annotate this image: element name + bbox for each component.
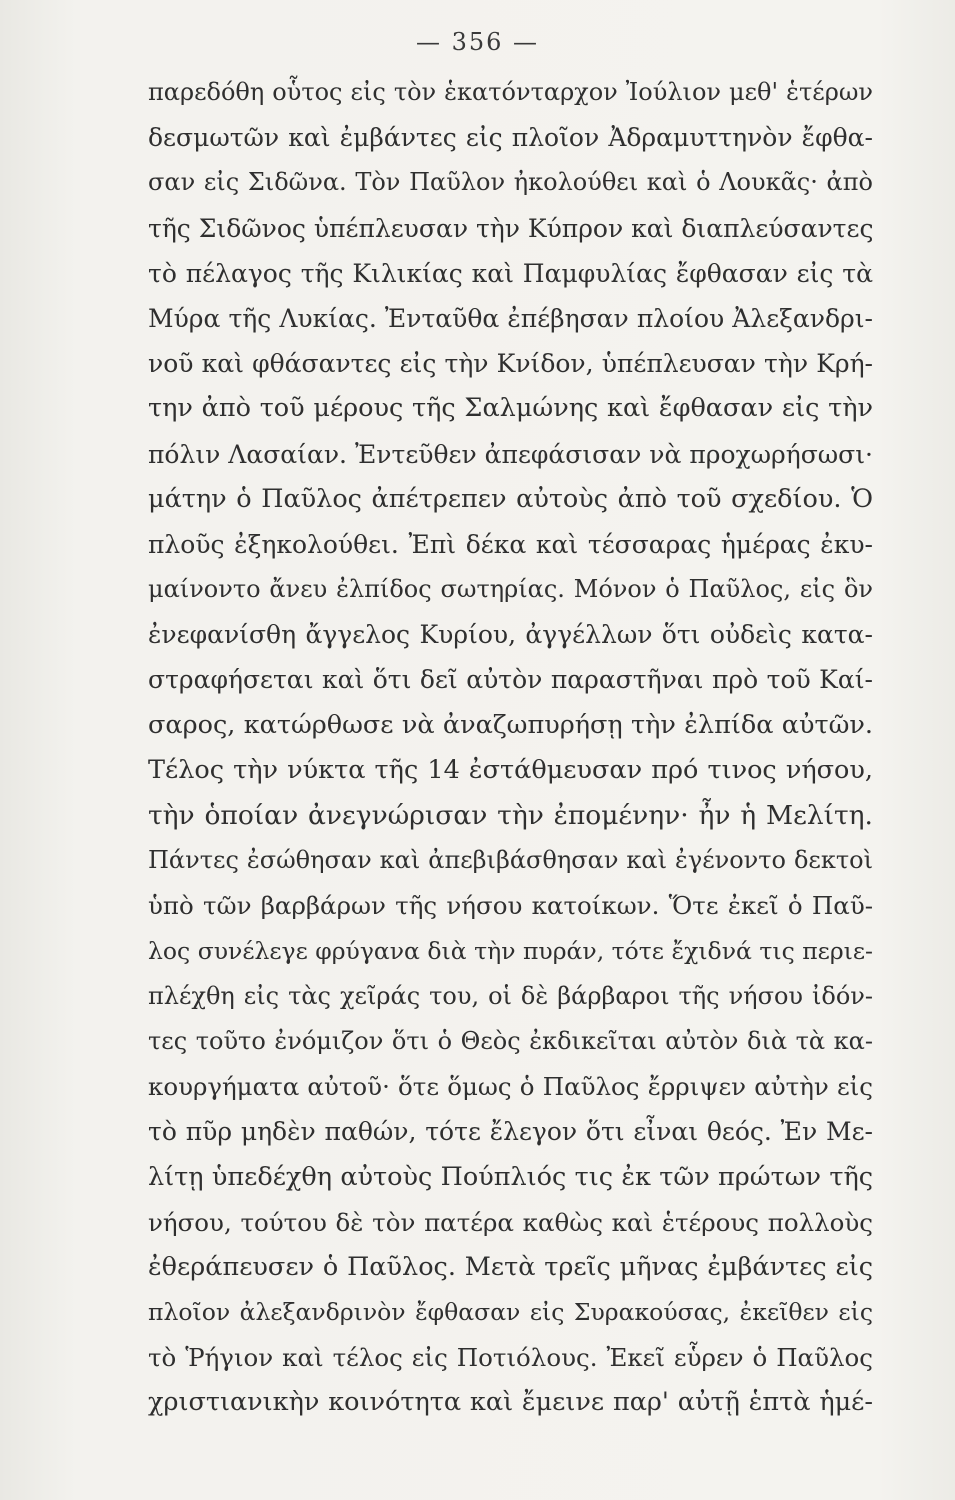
text-line: τὸ πῦρ μηδὲν παθών, τότε ἔλεγον ὅτι εἶναι θεός. Ἐν Με- <box>148 1117 873 1147</box>
text-line: τὴν ὁποίαν ἀνεγνώρισαν τὴν ἐπομένην· ἦν ἡ Μελίτη. <box>148 800 873 831</box>
text-line: σαν εἰς Σιδῶνα. Τὸν Παῦλον ἠκολούθει καὶ ὁ Λουκᾶς· ἀπὸ <box>148 168 873 197</box>
text-line: την ἀπὸ τοῦ μέρους τῆς Σαλμώνης καὶ ἔφθασαν εἰς τὴν <box>148 393 873 424</box>
text-line: τῆς Σιδῶνος ὑπέπλευσαν τὴν Κύπρον καὶ διαπλεύσαντες <box>148 213 874 243</box>
text-line: δεσμωτῶν καὶ ἐμβάντες εἰς πλοῖον Ἀδραμυττηνὸν ἔφθα- <box>148 123 873 153</box>
text-line: νοῦ καὶ φθάσαντες εἰς τὴν Κνίδον, ὑπέπλευσαν τὴν Κρή- <box>148 349 873 379</box>
text-line: Μύρα τῆς Λυκίας. Ἐνταῦθα ἐπέβησαν πλοίου Ἀλεξανδρι- <box>148 303 873 333</box>
text-line: μαίνοντο ἄνευ ἐλπίδος σωτηρίας. Μόνον ὁ Παῦλος, εἰς ὃν <box>148 575 873 604</box>
text-line: πλοῖον ἀλεξανδρινὸν ἔφθασαν εἰς Συρακούσας, ἐκεῖθεν εἰς <box>148 1298 873 1327</box>
text-line: ἐνεφανίσθη ἄγγελος Κυρίου, ἀγγέλλων ὅτι οὐδεὶς κατα- <box>148 620 873 650</box>
text-line: λίτῃ ὑπεδέχθη αὐτοὺς Πούπλιός τις ἐκ τῶν πρώτων τῆς <box>148 1161 873 1192</box>
text-line: Τέλος τὴν νύκτα τῆς 14 ἐστάθμευσαν πρό τινος νήσου, <box>148 754 873 785</box>
text-line: λος συνέλεγε φρύγανα διὰ τὴν πυράν, τότε ἔχιδνά τις περιε- <box>148 936 873 965</box>
text-line: νήσου, τούτου δὲ τὸν πατέρα καθὼς καὶ ἑτέρους πολλοὺς <box>148 1207 873 1237</box>
text-line: πλέχθη εἰς τὰς χεῖράς του, οἱ δὲ βάρβαροι τῆς νήσου ἰδόν- <box>148 981 873 1010</box>
text-line: ὑπὸ τῶν βαρβάρων τῆς νήσου κατοίκων. Ὅτε ἐκεῖ ὁ Παῦ- <box>148 891 873 921</box>
body-text <box>148 70 873 1426</box>
text-line: χριστιανικὴν κοινότητα καὶ ἔμεινε παρ' αὐτῇ ἑπτὰ ἡμέ- <box>148 1387 873 1418</box>
text-line: μάτην ὁ Παῦλος ἀπέτρεπεν αὐτοὺς ἀπὸ τοῦ σχεδίου. Ὁ <box>148 483 873 514</box>
text-line: στραφήσεται καὶ ὅτι δεῖ αὐτὸν παραστῆναι πρὸ τοῦ Καί- <box>148 665 873 695</box>
text-line: ἐθεράπευσεν ὁ Παῦλος. Μετὰ τρεῖς μῆνας ἐμβάντες εἰς <box>148 1251 873 1282</box>
text-line: πόλιν Λασαίαν. Ἐντεῦθεν ἀπεφάσισαν νὰ προχωρήσωσι· <box>148 439 873 469</box>
page-number: — 356 — <box>415 28 540 56</box>
text-line: πλοῦς ἐξηκολούθει. Ἐπὶ δέκα καὶ τέσσαρας ἡμέρας ἐκυ- <box>148 529 873 559</box>
text-line: Πάντες ἐσώθησαν καὶ ἀπεβιβάσθησαν καὶ ἐγένοντο δεκτοὶ <box>148 846 873 875</box>
text-line: τὸ πέλαγος τῆς Κιλικίας καὶ Παμφυλίας ἔφθασαν εἰς τὰ <box>148 258 873 288</box>
text-line: τὸ Ῥήγιον καὶ τέλος εἰς Ποτιόλους. Ἐκεῖ εὗρεν ὁ Παῦλος <box>148 1343 873 1373</box>
text-line: σαρος, κατώρθωσε νὰ ἀναζωπυρήσῃ τὴν ἐλπίδα αὐτῶν. <box>148 709 873 740</box>
text-line: παρεδόθη οὗτος εἰς τὸν ἑκατόνταρχον Ἰούλιον μεθ' ἑτέρων <box>148 78 873 106</box>
text-line: τες τοῦτο ἐνόμιζον ὅτι ὁ Θεὸς ἐκδικεῖται αὐτὸν διὰ τὰ κα- <box>148 1026 873 1055</box>
text-line: κουργήματα αὐτοῦ· ὅτε ὅμως ὁ Παῦλος ἔρριψεν αὐτὴν εἰς <box>148 1072 873 1102</box>
